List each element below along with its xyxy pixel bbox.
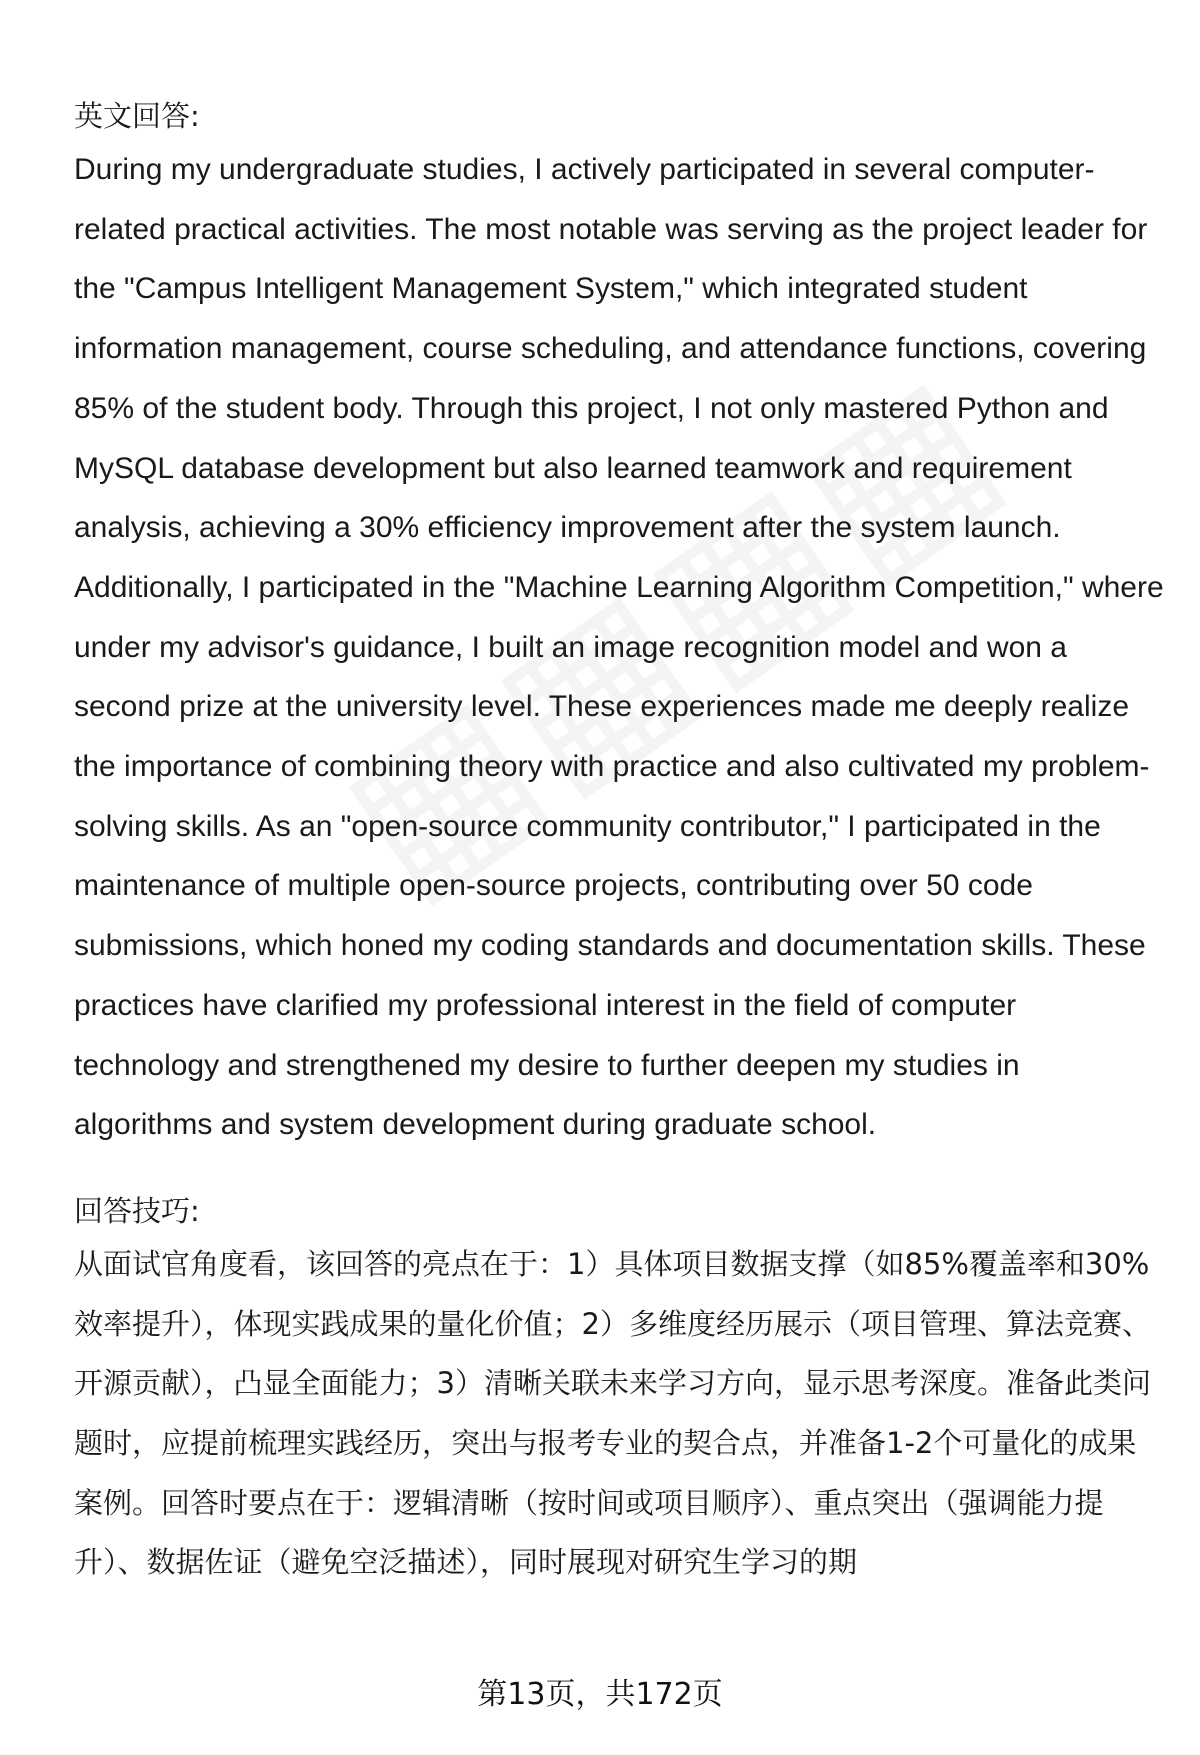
page-content: [74, 96, 1164, 1593]
english-answer-text: During my undergraduate studies, I actively participated in several computer-related practical activities. The most notable was serving as the project leader for the "Campus Intelligent Management System," which integrated student information management, course scheduling, and attendance functions, covering 85% of the student body. Through this project, I not only mastered Python and MySQL database development but also learned teamwork and requirement analysis, achieving a 30% efficiency improvement after the system launch. Additionally, I participated in the "Machine Learning Algorithm Competition," where under my advisor's guidance, I built an image recognition model and won a second prize at the university level. These experiences made me deeply realize the importance of combining theory with practice and also cultivated my problem-solving skills. As an "open-source community contributor," I participated in the maintenance of multiple open-source projects, contributing over 50 code submissions, which honed my coding standards and documentation skills. These practices have clarified my professional interest in the field of computer technology and strengthened my desire to further deepen my studies in algorithms and system development during graduate school.: [74, 153, 1164, 1142]
english-answer-heading: 英文回答:: [74, 99, 200, 133]
answer-tips-text: 从面试官角度看，该回答的亮点在于：1）具体项目数据支撑（如85%覆盖率和30%效率提升），体现实践成果的量化价值；2）多维度经历展示（项目管理、算法竞赛、开源贡献），凸显全面能力；3）清晰关联未来学习方向，显示思考深度。准备此类问题时，应提前梳理实践经历，突出与报考专业的契合点，并准备1-2个可量化的成果案例。回答时要点在于：逻辑清晰（按时间或项目顺序）、重点突出（强调能力提升）、数据佐证（避免空泛描述），同时展现对研究生学习的期: [74, 1246, 1151, 1580]
page-number: 第13页，共172页: [477, 1677, 723, 1712]
answer-tips-heading: 回答技巧:: [74, 1193, 200, 1228]
